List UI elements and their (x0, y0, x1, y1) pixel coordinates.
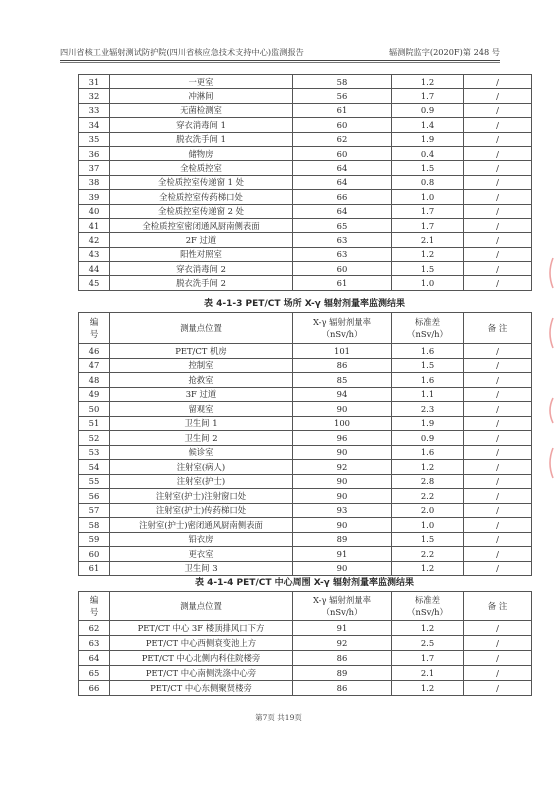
cell-number: 43 (79, 247, 110, 261)
cell-location: 穿衣消毒间 2 (110, 262, 293, 276)
table-row (79, 132, 532, 146)
cell-number: 54 (79, 460, 110, 475)
cell-number: 61 (79, 561, 110, 576)
cell-number: 52 (79, 431, 110, 446)
cell-std-dev: 1.7 (392, 651, 464, 666)
cell-std-dev: 1.0 (392, 276, 464, 290)
table-caption-pet-ct-site: 表 4-1-3 PET/CT 场所 X-γ 辐射剂量率监测结果 (204, 299, 405, 309)
cell-dose-rate: 91 (293, 621, 392, 636)
cell-dose-rate: 86 (293, 651, 392, 666)
table-pet-ct-surroundings-results (78, 591, 532, 696)
cell-number: 57 (79, 503, 110, 518)
cell-dose-rate: 86 (293, 358, 392, 373)
cell-location: PET/CT 中心西侧衰变池上方 (110, 636, 293, 651)
cell-std-dev: 0.4 (392, 146, 464, 160)
cell-remark: / (464, 75, 532, 89)
cell-dose-rate: 90 (293, 474, 392, 489)
table-row (79, 445, 532, 460)
table-row (79, 681, 532, 696)
cell-remark: / (464, 489, 532, 504)
cell-number: 55 (79, 474, 110, 489)
cell-std-dev: 0.9 (392, 431, 464, 446)
table-row (79, 175, 532, 189)
cell-remark: / (464, 247, 532, 261)
cell-number: 39 (79, 190, 110, 204)
header-remark: 备 注 (464, 592, 532, 621)
table-body (79, 621, 532, 696)
cell-remark: / (464, 218, 532, 232)
cell-remark: / (464, 132, 532, 146)
seal-stamp-edge (543, 248, 557, 488)
cell-location: PET/CT 中心 3F 楼顶排风口下方 (110, 621, 293, 636)
cell-number: 44 (79, 262, 110, 276)
table-row (79, 636, 532, 651)
cell-dose-rate: 61 (293, 276, 392, 290)
cell-number: 53 (79, 445, 110, 460)
cell-std-dev: 1.4 (392, 118, 464, 132)
cell-std-dev: 1.7 (392, 89, 464, 103)
table-row (79, 518, 532, 533)
page-footer: 第7页 共19页 (255, 713, 302, 722)
cell-std-dev: 2.2 (392, 547, 464, 562)
cell-location: 控制室 (110, 358, 293, 373)
header-right: 辐测院监字(2020F)第 248 号 (388, 47, 500, 57)
cell-remark: / (464, 387, 532, 402)
cell-dose-rate: 85 (293, 373, 392, 388)
cell-remark: / (464, 402, 532, 417)
cell-dose-rate: 65 (293, 218, 392, 232)
cell-remark: / (464, 175, 532, 189)
table-row (79, 75, 532, 89)
cell-remark: / (464, 416, 532, 431)
cell-std-dev: 1.0 (392, 190, 464, 204)
cell-dose-rate: 66 (293, 190, 392, 204)
cell-remark: / (464, 666, 532, 681)
table-body (79, 344, 532, 576)
cell-location: 穿衣消毒间 1 (110, 118, 293, 132)
cell-number: 42 (79, 233, 110, 247)
cell-std-dev: 0.9 (392, 103, 464, 117)
table-row (79, 532, 532, 547)
cell-remark: / (464, 547, 532, 562)
cell-dose-rate: 92 (293, 636, 392, 651)
header-number: 编 号 (79, 592, 110, 621)
header-location: 测量点位置 (110, 313, 293, 344)
cell-dose-rate: 90 (293, 561, 392, 576)
cell-number: 36 (79, 146, 110, 160)
table-row (79, 621, 532, 636)
cell-remark: / (464, 636, 532, 651)
cell-location: 候诊室 (110, 445, 293, 460)
cell-number: 35 (79, 132, 110, 146)
table-row (79, 103, 532, 117)
header-remark: 备 注 (464, 313, 532, 344)
cell-number: 38 (79, 175, 110, 189)
cell-number: 49 (79, 387, 110, 402)
cell-remark: / (464, 344, 532, 359)
table-row (79, 233, 532, 247)
cell-dose-rate: 92 (293, 460, 392, 475)
cell-location: 脱衣洗手间 2 (110, 276, 293, 290)
cell-location: 全检质控室密闭通风厨南侧表面 (110, 218, 293, 232)
cell-number: 34 (79, 118, 110, 132)
cell-std-dev: 1.0 (392, 518, 464, 533)
cell-std-dev: 1.6 (392, 373, 464, 388)
header-dose-rate: X-γ 辐射剂量率 （nSv/h） (293, 592, 392, 621)
cell-dose-rate: 61 (293, 103, 392, 117)
cell-std-dev: 1.2 (392, 460, 464, 475)
cell-remark: / (464, 621, 532, 636)
cell-dose-rate: 58 (293, 75, 392, 89)
table-row (79, 190, 532, 204)
cell-remark: / (464, 118, 532, 132)
cell-location: 卫生间 2 (110, 431, 293, 446)
table-row (79, 387, 532, 402)
cell-dose-rate: 90 (293, 445, 392, 460)
cell-std-dev: 0.8 (392, 175, 464, 189)
table-header-row (79, 592, 532, 621)
table-header-row (79, 313, 532, 344)
cell-number: 31 (79, 75, 110, 89)
cell-dose-rate: 91 (293, 547, 392, 562)
cell-remark: / (464, 474, 532, 489)
cell-dose-rate: 60 (293, 146, 392, 160)
cell-location: 脱衣洗手间 1 (110, 132, 293, 146)
table-body (79, 75, 532, 291)
table-row (79, 373, 532, 388)
cell-location: 全检质控室传药梯口处 (110, 190, 293, 204)
cell-location: 一更室 (110, 75, 293, 89)
cell-remark: / (464, 561, 532, 576)
cell-remark: / (464, 532, 532, 547)
header-dose-rate: X-γ 辐射剂量率 （nSv/h） (293, 313, 392, 344)
cell-dose-rate: 90 (293, 518, 392, 533)
table-caption-pet-ct-surroundings: 表 4-1-4 PET/CT 中心周围 X-γ 辐射剂量率监测结果 (195, 578, 414, 588)
cell-remark: / (464, 204, 532, 218)
cell-std-dev: 2.3 (392, 402, 464, 417)
cell-number: 40 (79, 204, 110, 218)
cell-location: 注射室(病人) (110, 460, 293, 475)
cell-location: 储物房 (110, 146, 293, 160)
cell-number: 37 (79, 161, 110, 175)
cell-dose-rate: 62 (293, 132, 392, 146)
cell-std-dev: 1.5 (392, 262, 464, 276)
cell-number: 58 (79, 518, 110, 533)
table-row (79, 460, 532, 475)
cell-number: 63 (79, 636, 110, 651)
cell-location: 注射室(护士)传药梯口处 (110, 503, 293, 518)
header-divider-secondary (60, 62, 500, 63)
header-number: 编 号 (79, 313, 110, 344)
cell-dose-rate: 89 (293, 666, 392, 681)
cell-remark: / (464, 89, 532, 103)
header-location: 测量点位置 (110, 592, 293, 621)
cell-remark: / (464, 276, 532, 290)
cell-remark: / (464, 460, 532, 475)
cell-dose-rate: 64 (293, 175, 392, 189)
cell-remark: / (464, 651, 532, 666)
cell-location: 注射室(护士) (110, 474, 293, 489)
cell-std-dev: 1.5 (392, 161, 464, 175)
cell-std-dev: 2.0 (392, 503, 464, 518)
cell-dose-rate: 89 (293, 532, 392, 547)
cell-std-dev: 2.2 (392, 489, 464, 504)
cell-dose-rate: 100 (293, 416, 392, 431)
cell-std-dev: 1.5 (392, 358, 464, 373)
cell-dose-rate: 63 (293, 247, 392, 261)
cell-location: 注射室(护士)注射窗口处 (110, 489, 293, 504)
cell-dose-rate: 64 (293, 204, 392, 218)
cell-remark: / (464, 503, 532, 518)
table-row (79, 561, 532, 576)
cell-std-dev: 1.1 (392, 387, 464, 402)
cell-dose-rate: 96 (293, 431, 392, 446)
cell-std-dev: 2.1 (392, 666, 464, 681)
cell-location: 注射室(护士)密闭通风厨南侧表面 (110, 518, 293, 533)
table-row (79, 146, 532, 160)
table-row (79, 118, 532, 132)
cell-number: 46 (79, 344, 110, 359)
cell-remark: / (464, 161, 532, 175)
cell-number: 32 (79, 89, 110, 103)
table-row (79, 344, 532, 359)
cell-number: 66 (79, 681, 110, 696)
table-row (79, 666, 532, 681)
cell-std-dev: 1.5 (392, 532, 464, 547)
cell-location: 抢救室 (110, 373, 293, 388)
cell-dose-rate: 63 (293, 233, 392, 247)
cell-location: 全检质控室传递窗 2 处 (110, 204, 293, 218)
table-row (79, 358, 532, 373)
cell-remark: / (464, 190, 532, 204)
table-row (79, 262, 532, 276)
cell-number: 41 (79, 218, 110, 232)
cell-location: 2F 过道 (110, 233, 293, 247)
cell-remark: / (464, 373, 532, 388)
cell-number: 50 (79, 402, 110, 417)
cell-location: PET/CT 中心东侧聚贤楼旁 (110, 681, 293, 696)
cell-dose-rate: 94 (293, 387, 392, 402)
cell-location: 全检质控室传递窗 1 处 (110, 175, 293, 189)
header-std-dev: 标准差 （nSv/h） (392, 313, 464, 344)
cell-std-dev: 1.2 (392, 621, 464, 636)
cell-location: 无菌检测室 (110, 103, 293, 117)
cell-std-dev: 1.7 (392, 218, 464, 232)
cell-number: 62 (79, 621, 110, 636)
cell-std-dev: 1.7 (392, 204, 464, 218)
cell-number: 65 (79, 666, 110, 681)
cell-location: 留观室 (110, 402, 293, 417)
cell-number: 45 (79, 276, 110, 290)
cell-number: 47 (79, 358, 110, 373)
cell-number: 60 (79, 547, 110, 562)
table-row (79, 489, 532, 504)
cell-remark: / (464, 146, 532, 160)
table-row (79, 161, 532, 175)
cell-dose-rate: 64 (293, 161, 392, 175)
cell-dose-rate: 90 (293, 489, 392, 504)
cell-number: 51 (79, 416, 110, 431)
table-row (79, 247, 532, 261)
cell-location: 铅衣房 (110, 532, 293, 547)
cell-remark: / (464, 358, 532, 373)
cell-location: PET/CT 中心南侧洗涤中心旁 (110, 666, 293, 681)
cell-std-dev: 1.9 (392, 416, 464, 431)
cell-location: 3F 过道 (110, 387, 293, 402)
cell-location: 阳性对照室 (110, 247, 293, 261)
cell-std-dev: 1.2 (392, 681, 464, 696)
table-row (79, 547, 532, 562)
table-row (79, 651, 532, 666)
header-std-dev: 标准差 （nSv/h） (392, 592, 464, 621)
header-left: 四川省核工业辐射测试防护院(四川省核应急技术支持中心)监测报告 (60, 47, 304, 57)
cell-std-dev: 1.6 (392, 344, 464, 359)
table-row (79, 204, 532, 218)
cell-number: 64 (79, 651, 110, 666)
table-row (79, 89, 532, 103)
table-row (79, 416, 532, 431)
cell-location: 全检质控室 (110, 161, 293, 175)
cell-number: 59 (79, 532, 110, 547)
cell-std-dev: 2.8 (392, 474, 464, 489)
header-divider (60, 60, 500, 61)
table-row (79, 431, 532, 446)
cell-remark: / (464, 262, 532, 276)
cell-std-dev: 2.1 (392, 233, 464, 247)
cell-dose-rate: 56 (293, 89, 392, 103)
table-row (79, 402, 532, 417)
cell-location: PET/CT 中心北侧内科住院楼旁 (110, 651, 293, 666)
table-row (79, 503, 532, 518)
cell-std-dev: 1.9 (392, 132, 464, 146)
cell-std-dev: 1.6 (392, 445, 464, 460)
page-header (60, 47, 500, 58)
cell-remark: / (464, 681, 532, 696)
cell-dose-rate: 93 (293, 503, 392, 518)
cell-remark: / (464, 445, 532, 460)
table-pet-ct-site-results (78, 312, 532, 576)
cell-dose-rate: 101 (293, 344, 392, 359)
cell-std-dev: 2.5 (392, 636, 464, 651)
cell-location: 更衣室 (110, 547, 293, 562)
cell-location: 冲淋间 (110, 89, 293, 103)
table-continued-results (78, 74, 532, 291)
cell-std-dev: 1.2 (392, 561, 464, 576)
cell-number: 48 (79, 373, 110, 388)
table-row (79, 276, 532, 290)
cell-number: 33 (79, 103, 110, 117)
cell-dose-rate: 86 (293, 681, 392, 696)
cell-remark: / (464, 431, 532, 446)
cell-dose-rate: 90 (293, 402, 392, 417)
cell-location: 卫生间 3 (110, 561, 293, 576)
cell-std-dev: 1.2 (392, 75, 464, 89)
cell-location: 卫生间 1 (110, 416, 293, 431)
cell-dose-rate: 60 (293, 262, 392, 276)
table-row (79, 218, 532, 232)
cell-remark: / (464, 518, 532, 533)
cell-remark: / (464, 233, 532, 247)
cell-std-dev: 1.2 (392, 247, 464, 261)
cell-dose-rate: 60 (293, 118, 392, 132)
cell-number: 56 (79, 489, 110, 504)
table-row (79, 474, 532, 489)
cell-remark: / (464, 103, 532, 117)
cell-location: PET/CT 机房 (110, 344, 293, 359)
